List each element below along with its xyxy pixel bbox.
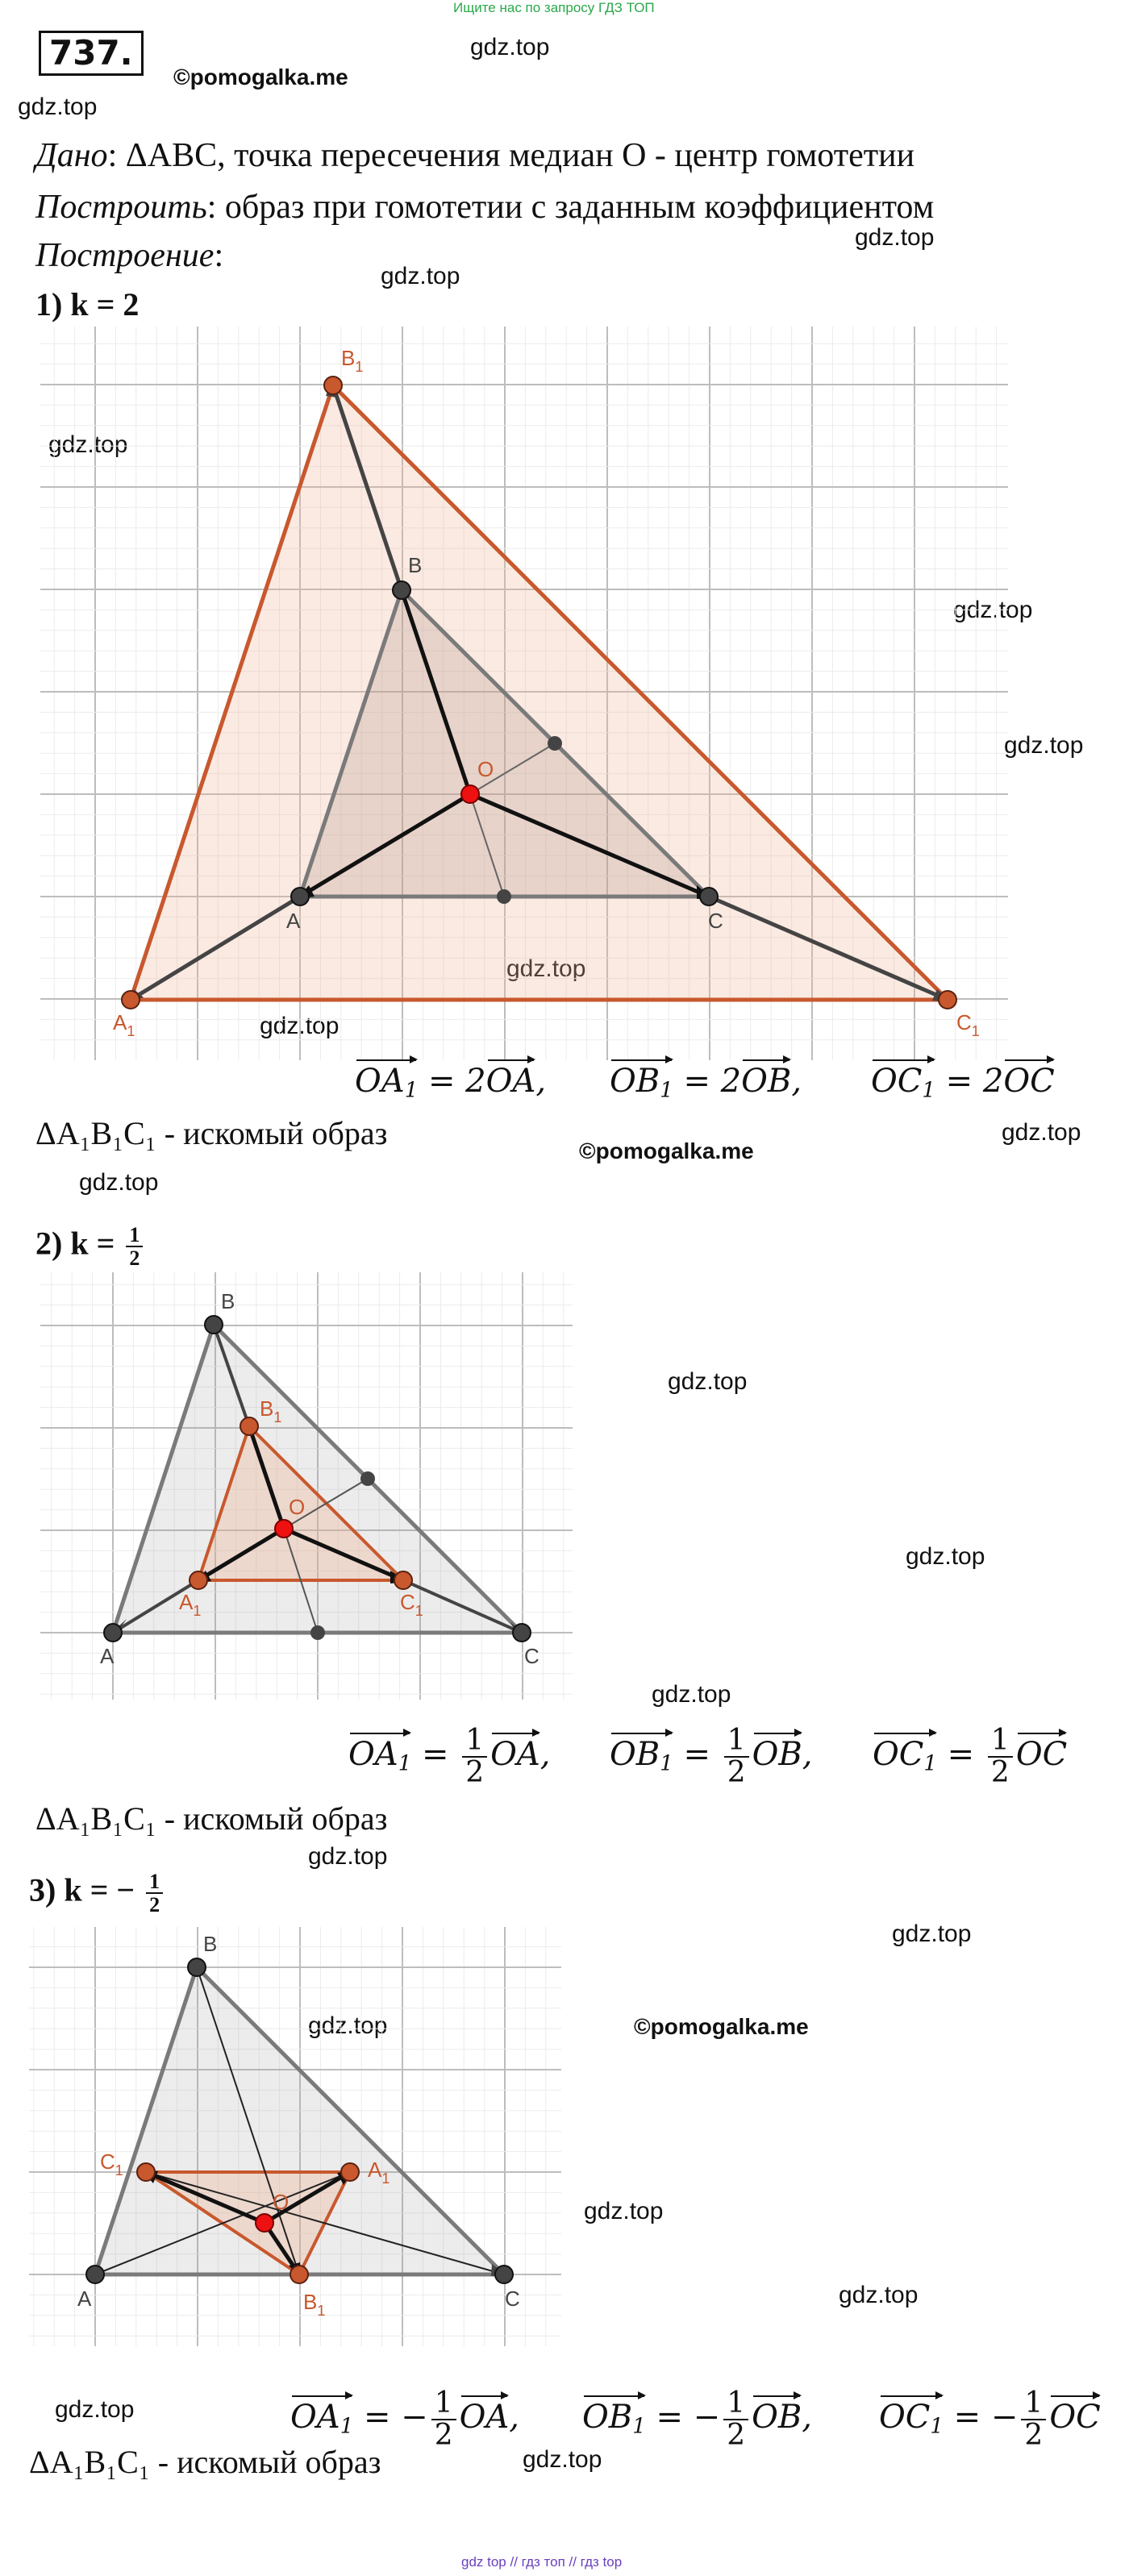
watermark: gdz.top <box>260 1013 340 1039</box>
label-C1: $C_1$ <box>956 1010 980 1039</box>
case3-heading <box>29 1871 166 1916</box>
top-search-note: Ищите нас по запросу ГДЗ ТОП <box>453 0 655 15</box>
point-O <box>256 2214 273 2232</box>
label-O: O <box>477 757 494 781</box>
midpoint <box>497 889 511 904</box>
given-label: Дано <box>35 137 108 174</box>
label-C: C <box>524 1644 540 1668</box>
case2-equation-a: $OA_1$ = $\frac{1}{2}$ OA, <box>348 1724 551 1789</box>
watermark: gdz.top <box>668 1368 748 1395</box>
watermark: gdz.top <box>953 597 1033 623</box>
watermark: gdz.top <box>381 263 460 289</box>
problem-number: 737. <box>39 31 144 76</box>
midpoint <box>310 1625 325 1640</box>
point-A1 <box>122 991 140 1009</box>
point-A <box>86 2266 104 2283</box>
watermark: gdz.top <box>892 1921 972 1947</box>
label-B: B <box>203 1932 218 1956</box>
label-A1: $A_1$ <box>113 1010 135 1039</box>
point-B1 <box>290 2266 308 2283</box>
label-A: A <box>100 1644 115 1668</box>
watermark: gdz.top <box>308 1843 388 1870</box>
point-B <box>205 1316 223 1334</box>
watermark: gdz.top <box>470 34 550 60</box>
label-A: A <box>77 2287 92 2311</box>
point-C <box>513 1624 531 1642</box>
watermark: gdz.top <box>48 431 128 458</box>
label-B1: $B_1$ <box>303 2290 326 2319</box>
case1-diagram <box>40 327 1008 1060</box>
construction-label: Построение <box>35 237 215 274</box>
point-B1 <box>324 377 342 394</box>
case1-heading: 1) k = 2 <box>35 286 140 323</box>
source-watermark: ©pomogalka.me <box>579 1138 754 1163</box>
point-A <box>291 888 309 905</box>
watermark: gdz.top <box>18 94 98 120</box>
label-C: C <box>708 909 723 933</box>
label-C: C <box>505 2287 520 2311</box>
point-B <box>188 1958 206 1976</box>
footer-note: gdz top // гдз топ // гдз top <box>461 2554 623 2570</box>
label-C1: $C_1$ <box>100 2149 123 2179</box>
label-B: B <box>221 1289 235 1313</box>
case2-diagram <box>40 1272 573 1700</box>
point-A1 <box>341 2163 359 2181</box>
watermark: gdz.top <box>906 1543 985 1570</box>
case1-equation-c: $OC_1 = 2OC$ <box>871 1063 1055 1103</box>
case3-heading-prefix: 3) k = − <box>29 1871 135 1908</box>
label-B1: $B_1$ <box>341 346 364 375</box>
case1-result: ΔA₁B₁C₁ - искомый образ <box>35 1115 388 1151</box>
source-watermark: ©pomogalka.me <box>173 65 348 89</box>
point-O <box>275 1520 293 1538</box>
label-C1: $C_1$ <box>400 1590 423 1619</box>
construct-text: : образ при гомотетии с заданным коэффициентом <box>206 189 935 226</box>
case2-equation-b: $OB_1$ = $\frac{1}{2}$ OB, <box>610 1724 813 1789</box>
label-A1: $A_1$ <box>368 2158 390 2187</box>
point-C <box>495 2266 513 2283</box>
label-O: O <box>289 1495 306 1519</box>
case1-equation-a: $OA_1 = 2OA$, <box>355 1063 547 1103</box>
label-B1: $B_1$ <box>260 1396 282 1425</box>
watermark: gdz.top <box>79 1169 159 1196</box>
point-C1 <box>137 2163 155 2181</box>
point-O <box>461 785 479 803</box>
watermark: gdz.top <box>652 1681 731 1708</box>
case3-diagram <box>29 1927 561 2346</box>
case1-equation-b: $OB_1 = 2OB$, <box>610 1063 802 1103</box>
watermark: gdz.top <box>55 2396 135 2423</box>
label-O: O <box>273 2190 290 2214</box>
watermark: gdz.top <box>523 2446 602 2473</box>
case3-equation-c: $OC_1$ = − $\frac{1}{2}$ OC <box>879 2387 1101 2452</box>
midpoint <box>548 736 562 751</box>
point-B1 <box>240 1417 258 1435</box>
point-B <box>393 581 410 599</box>
construct-line <box>35 190 934 224</box>
watermark: gdz.top <box>1002 1119 1081 1146</box>
watermark: gdz.top <box>1004 732 1084 759</box>
watermark: gdz.top <box>855 224 935 251</box>
case3-equation-b: $OB_1$ = − $\frac{1}{2}$ OB, <box>582 2387 813 2452</box>
case3-result: ΔA₁B₁C₁ - искомый образ <box>29 2444 381 2480</box>
construct-label: Построить <box>35 189 207 226</box>
point-C1 <box>394 1571 412 1589</box>
label-B: B <box>408 553 423 577</box>
case2-heading <box>35 1224 146 1270</box>
point-A <box>104 1624 122 1642</box>
watermark: gdz.top <box>308 2012 388 2039</box>
case2-equation-c: $OC_1$ = $\frac{1}{2}$ OC <box>873 1724 1068 1789</box>
case2-result: ΔA₁B₁C₁ - искомый образ <box>35 1800 388 1837</box>
construction-line <box>35 239 223 273</box>
given-text: : ΔABC, точка пересечения медиан O - центр гомотетии <box>107 137 915 174</box>
source-watermark: ©pomogalka.me <box>634 2014 809 2039</box>
label-A1: $A_1$ <box>179 1590 202 1619</box>
label-A: A <box>286 909 301 933</box>
midpoint <box>360 1471 375 1486</box>
case3-equation-a: $OA_1$ = − $\frac{1}{2}$ OA, <box>290 2387 520 2452</box>
construction-suffix: : <box>214 237 224 274</box>
case3-coefficient: $\frac{1}{2}$ <box>146 1871 163 1916</box>
watermark: gdz.top <box>584 2198 664 2224</box>
watermark: gdz.top <box>839 2282 919 2308</box>
point-C1 <box>939 991 956 1009</box>
given-line <box>35 139 914 173</box>
case2-coefficient: $\frac{1}{2}$ <box>126 1224 143 1270</box>
point-C <box>700 888 718 905</box>
case2-heading-prefix: 2) k = <box>35 1225 115 1262</box>
point-A1 <box>190 1571 207 1589</box>
